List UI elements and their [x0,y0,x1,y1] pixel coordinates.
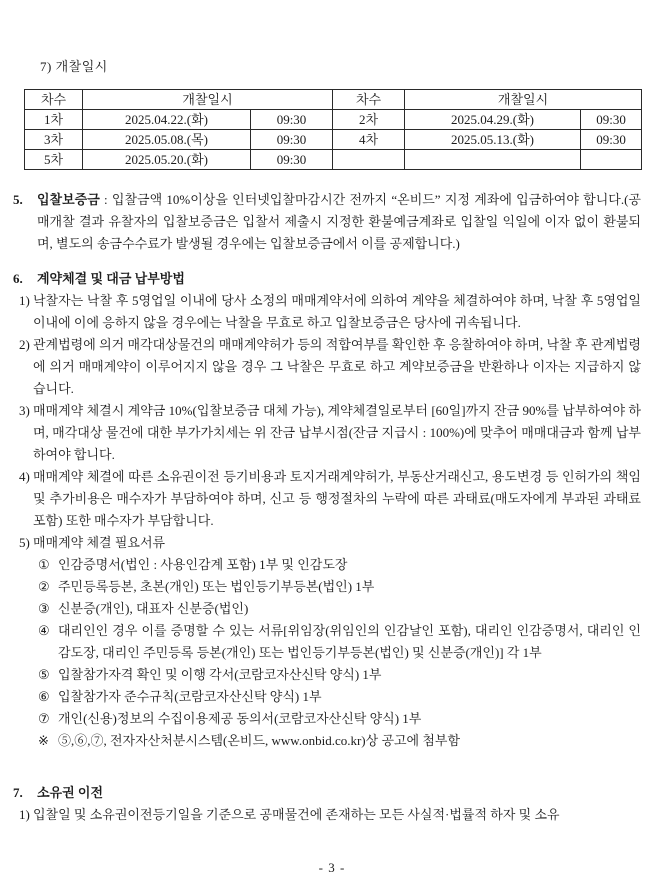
section-title: 소유권 이전 [37,785,104,800]
header-round: 차수 [25,90,83,110]
section-7-ownership-transfer [13,782,641,826]
header-datetime: 개찰일시 [83,90,333,110]
item-text: 입찰참가자격 확인 및 이행 각서(코람코자산신탁 양식) 1부 [58,667,382,682]
cell-time: 09:30 [251,130,333,150]
header-datetime: 개찰일시 [405,90,642,110]
section-number: 6. [13,271,23,286]
document-list-item [13,664,641,686]
document-list-item [13,620,641,664]
reference-mark: ※ [38,733,49,748]
item-marker: 1) [19,293,30,308]
cell-time: 09:30 [251,110,333,130]
table-row [25,150,642,170]
page-number: - 3 - [318,860,346,875]
circled-number-marker: ② [38,579,50,594]
list-item [13,804,641,826]
circled-number-marker: ⑤ [38,667,50,682]
cell-date: 2025.04.22.(화) [83,110,251,130]
item-text: 매매계약 체결에 따른 소유권이전 등기비용과 토지거래계약허가, 부동산거래신고, 용도변경 등 인허가의 책임 및 추가비용은 매수자가 부담하여야 하며, 신고 등 행정절차의 누락에 따른 과태료(매도자에게 부과된 과태료 포함) 또한 매수자가 부담합니다. [33,469,641,528]
list-item [13,290,641,334]
circled-number-marker: ③ [38,601,50,616]
item-text: 대리인인 경우 이를 증명할 수 있는 서류[위임장(위임인의 인감날인 포함), 대리인 인감증명서, 대리인 인감도장, 대리인 주민등록 등본(개인) 또는 법인등기부등본(법인) 및 신분증(개인)] 각 1부 [58,623,641,660]
section-number: 5. [13,192,23,207]
list-item [13,334,641,400]
table-row [25,110,642,130]
item-marker: 1) [19,807,30,822]
table-row [25,130,642,150]
document-list-item [13,708,641,730]
section-6-contract-and-payment [13,268,641,752]
cell-date: 2025.05.13.(화) [405,130,581,150]
cell-round: 4차 [333,130,405,150]
section-title: 입찰보증금 [37,192,100,207]
cell-round: 3차 [25,130,83,150]
item-text: ⑤,⑥,⑦, 전자자산처분시스템(온비드, www.onbid.co.kr)상 공고에 첨부함 [58,733,461,748]
table-header-row [25,90,642,110]
item-text: 관계법령에 의거 매각대상물건의 매매계약허가 등의 적합여부를 확인한 후 응찰하여야 하며, 낙찰 후 관계법령에 의거 매매계약이 이루어지지 않을 경우 그 낙찰은 무효로 하고 계약보증금을 반환하나 이자는 지급하지 않습니다. [33,337,641,396]
header-round: 차수 [333,90,405,110]
cell-time [581,150,642,170]
cell-date [405,150,581,170]
circled-number-marker: ① [38,557,50,572]
list-item-required-documents [13,532,641,554]
cell-time: 09:30 [581,130,642,150]
section-number: 7. [13,785,23,800]
document-list-item [13,554,641,576]
cell-round: 5차 [25,150,83,170]
cell-round [333,150,405,170]
cell-date: 2025.05.08.(목) [83,130,251,150]
item-text: 신분증(개인), 대표자 신분증(법인) [58,601,249,616]
cell-time: 09:30 [581,110,642,130]
circled-number-marker: ④ [38,623,50,638]
item-marker: 2) [19,337,30,352]
item-text: 주민등록등본, 초본(개인) 또는 법인등기부등본(법인) 1부 [58,579,375,594]
section-5-bid-deposit [13,189,641,255]
item-marker: 3) [19,403,30,418]
item-text: 낙찰자는 낙찰 후 5영업일 이내에 당사 소정의 매매계약서에 의하여 계약을 체결하여야 하며, 낙찰 후 5영업일 이내에 이에 응하지 않을 경우에는 낙찰을 무효로 하고 입찰보증금은 당사에 귀속됩니다. [33,293,641,330]
item-marker: 4) [19,469,30,484]
note-line [13,730,641,752]
cell-time: 09:30 [251,150,333,170]
item-text: 입찰참가자 준수규칙(코람코자산신탁 양식) 1부 [58,689,322,704]
cell-round: 2차 [333,110,405,130]
section-title: 계약체결 및 대금 납부방법 [37,271,185,286]
cell-date: 2025.05.20.(화) [83,150,251,170]
circled-number-marker: ⑦ [38,711,50,726]
document-list-item [13,576,641,598]
item-text: 입찰일 및 소유권이전등기일을 기준으로 공매물건에 존재하는 모든 사실적·법률적 하자 및 소유 [33,807,560,822]
cell-round: 1차 [25,110,83,130]
item-text: 매매계약 체결 필요서류 [33,535,166,550]
list-heading-bid-opening: 7) 개찰일시 [40,59,108,74]
item-text: 매매계약 체결시 계약금 10%(입찰보증금 대체 가능), 계약체결일로부터 [60일]까지 잔금 90%를 납부하여야 하며, 매각대상 물건에 대한 부가가치세는 위 잔금 납부시점(잔금 지급시 : 100%)에 맞추어 매매대금과 함께 납부하여야 합니다. [33,403,641,462]
item-marker: 5) [19,535,30,550]
circled-number-marker: ⑥ [38,689,50,704]
document-list-item [13,598,641,620]
item-text: 인감증명서(법인 : 사용인감계 포함) 1부 및 인감도장 [58,557,348,572]
cell-date: 2025.04.29.(화) [405,110,581,130]
document-list-item [13,686,641,708]
item-text: 개인(신용)정보의 수집이용제공 동의서(코람코자산신탁 양식) 1부 [58,711,422,726]
section-title-separator: : [99,192,112,207]
list-item [13,466,641,532]
bid-opening-schedule-table [24,89,642,170]
section-body-text: 입찰금액 10%이상을 인터넷입찰마감시간 전까지 “온비드” 지정 계좌에 입금하여야 합니다.(공매개찰 결과 유찰자의 입찰보증금은 입찰서 제출시 지정한 환불예금계좌로 입찰일 익일에 이자 없이 환불되며, 별도의 송금수수료가 발생될 경우에는 입찰보증금에서 이를 공제합니다.) [37,192,641,251]
list-item [13,400,641,466]
